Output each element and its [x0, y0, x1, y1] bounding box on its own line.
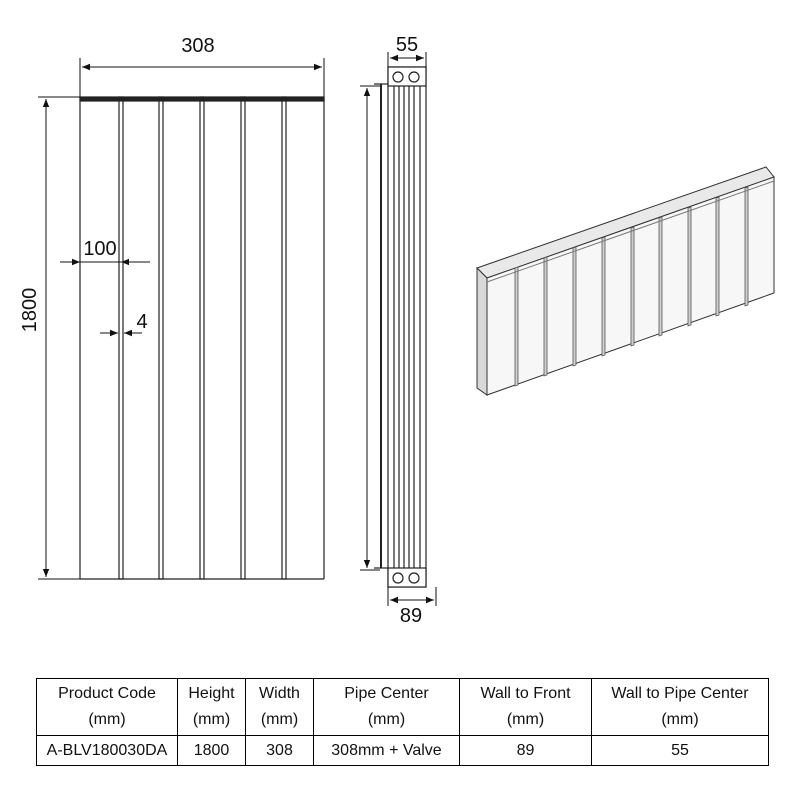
side-bottom-header	[388, 568, 426, 587]
column-header-pipe-center: Pipe Center (mm)	[314, 679, 460, 736]
panel-width-label: 100	[83, 238, 117, 260]
column-header-wall-to-front: Wall to Front (mm)	[460, 679, 592, 736]
gap-label: 4	[136, 311, 148, 333]
isometric-view	[477, 167, 774, 395]
side-view	[374, 67, 426, 587]
wall-to-front-dimension	[388, 587, 436, 606]
cell-wall-to-front: 89	[460, 736, 592, 766]
wall-to-front-label: 89	[399, 605, 423, 627]
column-header-height: Height (mm)	[178, 679, 246, 736]
cell-width: 308	[246, 736, 314, 766]
column-header-product-code: Product Code (mm)	[37, 679, 178, 736]
front-view	[80, 97, 324, 579]
cell-product-code: A-BLV180030DA	[37, 736, 178, 766]
column-header-wall-to-pipe-center: Wall to Pipe Center (mm)	[592, 679, 769, 736]
column-header-width: Width (mm)	[246, 679, 314, 736]
side-height-dimension	[360, 86, 380, 570]
panel-gaps	[119, 97, 286, 579]
cell-height: 1800	[178, 736, 246, 766]
width-label: 308	[181, 35, 215, 57]
height-dimension	[38, 97, 80, 579]
width-dimension	[80, 58, 324, 97]
side-top-header	[388, 67, 426, 86]
table-header-row	[37, 679, 769, 736]
cell-pipe-center: 308mm + Valve	[314, 736, 460, 766]
iso-front-face	[487, 177, 774, 395]
spec-table	[36, 678, 769, 766]
panel-gap	[241, 97, 245, 579]
pipe-center-depth-label: 55	[395, 34, 419, 56]
table-row	[37, 736, 769, 766]
panel-gap	[200, 97, 204, 579]
panel-gap	[159, 97, 163, 579]
panel-gap	[119, 97, 123, 579]
panel-gap	[282, 97, 286, 579]
iso-left-end	[477, 268, 487, 395]
cell-wall-to-pipe-center: 55	[592, 736, 769, 766]
height-label: 1800	[19, 287, 41, 333]
